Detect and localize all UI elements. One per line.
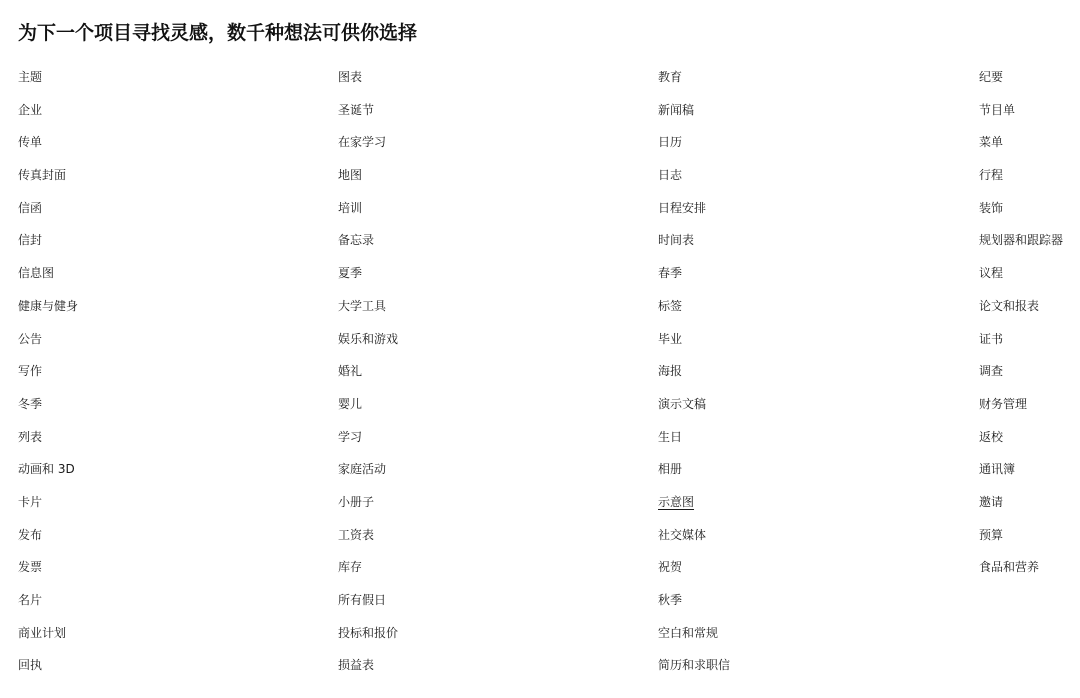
category-list-item — [338, 324, 638, 357]
category-link[interactable]: 传真封面 — [18, 168, 67, 183]
category-list-item — [979, 324, 1080, 357]
category-link[interactable]: 小册子 — [338, 494, 375, 509]
category-link[interactable]: 健康与健身 — [18, 298, 79, 313]
category-link[interactable]: 示意图 — [658, 494, 695, 509]
category-link[interactable]: 日历 — [658, 135, 683, 150]
category-list-item — [658, 389, 958, 422]
category-link[interactable]: 损益表 — [338, 658, 375, 673]
category-column-2 — [338, 62, 638, 683]
category-list-item — [338, 389, 638, 422]
category-list-item — [338, 95, 638, 128]
category-link[interactable]: 海报 — [658, 364, 683, 379]
category-link[interactable]: 演示文稿 — [658, 396, 707, 411]
category-link[interactable]: 新闻稿 — [658, 102, 695, 117]
category-list-item — [658, 62, 958, 95]
category-list-item — [658, 356, 958, 389]
category-list-item — [338, 62, 638, 95]
category-list-item — [979, 193, 1080, 226]
category-link[interactable]: 信封 — [18, 233, 43, 248]
category-list-item — [338, 422, 638, 455]
category-list-item — [18, 62, 318, 95]
category-link[interactable]: 投标和报价 — [338, 625, 399, 640]
category-list-item — [18, 291, 318, 324]
category-link[interactable]: 简历和求职信 — [658, 658, 731, 673]
category-list-item — [658, 552, 958, 585]
category-link[interactable]: 夏季 — [338, 266, 363, 281]
category-link[interactable]: 教育 — [658, 70, 683, 84]
category-link[interactable]: 行程 — [979, 168, 1004, 183]
category-list-item — [658, 520, 958, 553]
category-link[interactable]: 卡片 — [18, 494, 43, 509]
category-link[interactable]: 备忘录 — [338, 233, 375, 248]
category-list-item — [658, 127, 958, 160]
category-list-item — [338, 454, 638, 487]
category-list-item — [338, 127, 638, 160]
category-link[interactable]: 邀请 — [979, 494, 1004, 509]
category-list-item — [18, 258, 318, 291]
category-link[interactable]: 列表 — [18, 429, 43, 444]
category-link[interactable]: 时间表 — [658, 233, 695, 248]
category-list-item — [18, 552, 318, 585]
category-link[interactable]: 图表 — [338, 70, 363, 84]
category-link[interactable]: 大学工具 — [338, 298, 387, 313]
category-list-item — [658, 618, 958, 651]
category-list-item — [338, 160, 638, 193]
category-link[interactable]: 春季 — [658, 266, 683, 281]
category-link[interactable]: 所有假日 — [338, 593, 387, 607]
category-list-item — [979, 225, 1080, 258]
category-list-item — [338, 585, 638, 618]
category-list-item — [338, 552, 638, 585]
category-link[interactable]: 祝贺 — [658, 560, 683, 575]
category-link[interactable]: 动画和 3D — [18, 462, 75, 477]
category-list-item — [979, 356, 1080, 389]
category-link[interactable]: 商业计划 — [18, 625, 67, 640]
category-link[interactable]: 发布 — [18, 527, 43, 542]
category-list-item — [658, 225, 958, 258]
category-column-1 — [18, 62, 318, 683]
category-link[interactable]: 返校 — [979, 429, 1004, 444]
category-link[interactable]: 培训 — [338, 200, 363, 215]
category-list-item — [658, 258, 958, 291]
category-link[interactable]: 纪要 — [979, 70, 1004, 84]
category-link[interactable]: 日志 — [658, 168, 683, 183]
category-list-item — [658, 487, 958, 520]
category-list-item — [18, 422, 318, 455]
category-link[interactable]: 毕业 — [658, 331, 683, 346]
category-link[interactable]: 空白和常规 — [658, 625, 719, 640]
category-link[interactable]: 工资表 — [338, 527, 375, 542]
category-link[interactable]: 社交媒体 — [658, 527, 707, 542]
category-link[interactable]: 发票 — [18, 560, 43, 575]
category-list-item — [979, 160, 1080, 193]
category-link[interactable]: 论文和报表 — [979, 298, 1040, 313]
category-link[interactable]: 信函 — [18, 200, 43, 215]
category-list-item — [658, 291, 958, 324]
category-link[interactable]: 证书 — [979, 331, 1004, 346]
category-link[interactable]: 食品和营养 — [979, 560, 1040, 575]
category-list-item — [338, 291, 638, 324]
category-list-item — [18, 487, 318, 520]
category-link[interactable]: 信息图 — [18, 266, 55, 281]
category-link[interactable]: 在家学习 — [338, 135, 387, 150]
category-list-item — [338, 487, 638, 520]
category-list-item — [18, 324, 318, 357]
category-list-item — [979, 62, 1080, 95]
category-list-item — [658, 95, 958, 128]
category-link[interactable]: 预算 — [979, 527, 1004, 542]
category-column-4 — [979, 62, 1080, 585]
category-link[interactable]: 库存 — [338, 560, 363, 575]
category-link[interactable]: 规划器和跟踪器 — [979, 233, 1064, 248]
category-column-3 — [658, 62, 958, 683]
category-list-item — [658, 454, 958, 487]
category-list-item — [979, 520, 1080, 553]
category-list-item — [658, 585, 958, 618]
category-link[interactable]: 学习 — [338, 429, 363, 444]
category-list-item — [338, 356, 638, 389]
category-link[interactable]: 主题 — [18, 70, 43, 84]
category-list-item — [979, 95, 1080, 128]
category-list-item — [658, 193, 958, 226]
category-list-item — [979, 552, 1080, 585]
category-link[interactable]: 婚礼 — [338, 364, 363, 379]
category-link[interactable]: 冬季 — [18, 396, 43, 411]
category-list-item — [18, 520, 318, 553]
category-list-item — [979, 487, 1080, 520]
category-list-item — [18, 389, 318, 422]
category-list-item — [979, 422, 1080, 455]
category-link[interactable]: 日程安排 — [658, 200, 707, 215]
category-list-item — [338, 650, 638, 683]
category-list-item — [18, 95, 318, 128]
category-link[interactable]: 圣诞节 — [338, 102, 375, 117]
category-columns — [0, 62, 1080, 698]
category-list-item — [18, 650, 318, 683]
category-link[interactable]: 菜单 — [979, 135, 1004, 150]
category-link[interactable]: 通讯簿 — [979, 462, 1016, 477]
category-link[interactable]: 标签 — [658, 298, 683, 313]
category-link[interactable]: 娱乐和游戏 — [338, 331, 399, 346]
category-list-item — [979, 127, 1080, 160]
category-link[interactable]: 婴儿 — [338, 396, 363, 411]
category-list-item — [658, 422, 958, 455]
category-link[interactable]: 家庭活动 — [338, 462, 387, 477]
category-link[interactable]: 调查 — [979, 364, 1004, 379]
category-link[interactable]: 财务管理 — [979, 396, 1028, 411]
category-list-item — [658, 650, 958, 683]
category-list-item — [18, 160, 318, 193]
category-link[interactable]: 节目单 — [979, 102, 1016, 117]
category-link[interactable]: 议程 — [979, 266, 1004, 281]
category-link[interactable]: 回执 — [18, 658, 43, 673]
category-link[interactable]: 相册 — [658, 462, 683, 477]
category-link[interactable]: 公告 — [18, 331, 43, 346]
category-list-item — [338, 193, 638, 226]
page-title: 为下一个项目寻找灵感，数千种想法可供你选择 — [18, 22, 418, 44]
category-list-item — [18, 618, 318, 651]
category-link[interactable]: 生日 — [658, 429, 683, 444]
category-list-item — [18, 454, 318, 487]
category-list-item — [338, 520, 638, 553]
category-link[interactable]: 企业 — [18, 102, 43, 117]
category-list-item — [18, 585, 318, 618]
category-link[interactable]: 地图 — [338, 168, 363, 183]
category-list-item — [18, 356, 318, 389]
category-list-item — [18, 225, 318, 258]
category-link[interactable]: 名片 — [18, 593, 43, 607]
category-list-item — [338, 258, 638, 291]
category-list-item — [338, 225, 638, 258]
category-list-item — [658, 160, 958, 193]
category-link[interactable]: 写作 — [18, 364, 43, 379]
category-list-item — [979, 258, 1080, 291]
category-list-item — [18, 127, 318, 160]
category-list-item — [979, 291, 1080, 324]
category-list-item — [979, 454, 1080, 487]
category-list-item — [658, 324, 958, 357]
category-link[interactable]: 秋季 — [658, 593, 683, 607]
category-link[interactable]: 传单 — [18, 135, 43, 150]
category-list-item — [18, 193, 318, 226]
category-list-item — [979, 389, 1080, 422]
category-link[interactable]: 装饰 — [979, 200, 1004, 215]
category-list-item — [338, 618, 638, 651]
